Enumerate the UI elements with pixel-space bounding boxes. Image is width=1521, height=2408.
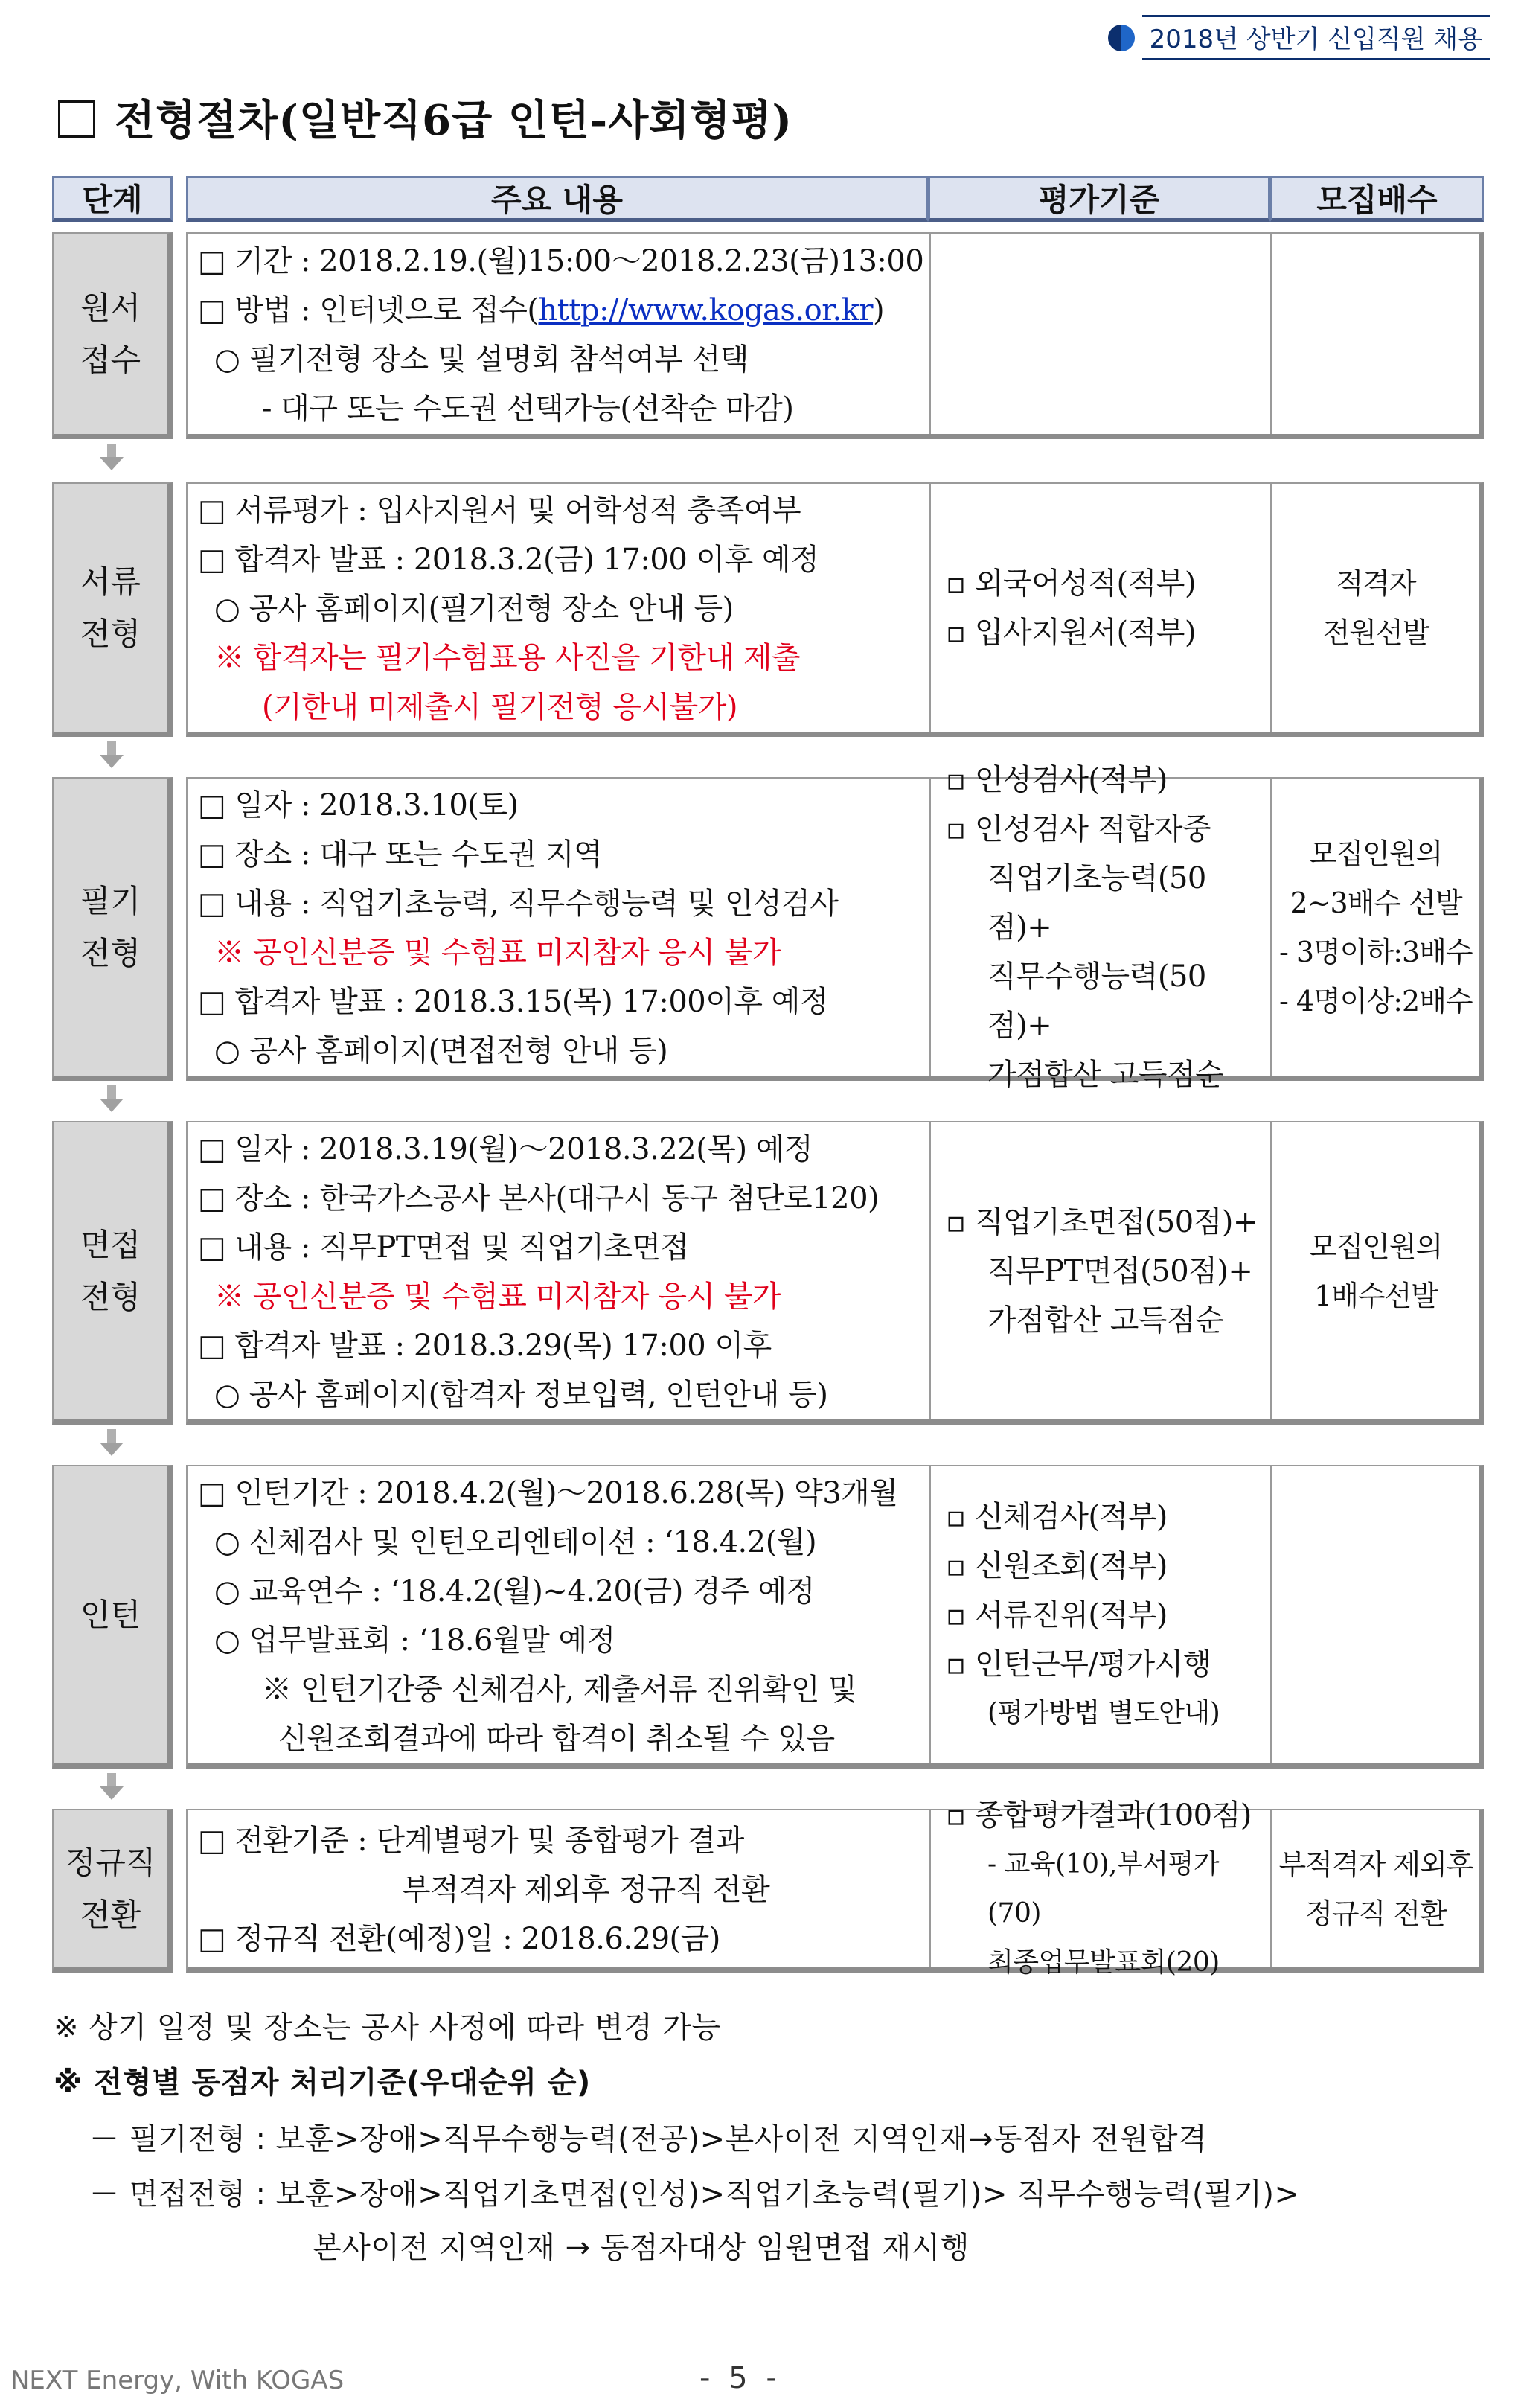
stage-label — [80, 556, 141, 660]
multiple-item: 정규직 전환 — [1305, 1897, 1447, 1930]
content-text: (기한내 미제출시 필기전형 응시불가) — [262, 689, 737, 724]
content-line — [198, 1469, 897, 1518]
criteria-item: 직무수행능력(50점)+ — [987, 959, 1206, 1043]
stage-label — [80, 1219, 141, 1323]
multiple-item: 전원선발 — [1322, 616, 1429, 649]
stage-cell — [52, 1809, 173, 1973]
table-row — [186, 762, 1484, 1092]
footer-slogan: NEXT Energy, With KOGAS — [10, 2366, 345, 2395]
header-badge-text: 2018년 상반기 신입직원 채용 — [1142, 15, 1490, 60]
criteria-item: ▫ 신체검사(적부) — [946, 1499, 1168, 1534]
stage-label-line: 전형 — [80, 934, 141, 971]
multiple-item: 적격자 — [1336, 566, 1416, 600]
content-text: □ 내용 : 직업기초능력, 직무수행능력 및 인성검사 — [198, 886, 839, 921]
multiple-list — [1272, 1122, 1480, 1419]
stage-label — [80, 282, 141, 386]
content-line — [262, 1665, 856, 1714]
criteria-item: ▫ 외국어성적(적부) — [946, 566, 1197, 601]
content-line — [214, 335, 749, 384]
content-line — [214, 1026, 667, 1076]
content-text: ○ 신체검사 및 인턴오리엔테이션 : ‘18.4.2(월) — [214, 1524, 817, 1559]
content-line — [198, 535, 819, 584]
content-text: □ 장소 : 한국가스공사 본사(대구시 동구 첨단로120) — [198, 1181, 880, 1216]
content-text: ※ 인턴기간중 신체검사, 제출서류 진위확인 및 — [262, 1672, 857, 1707]
content-text: □ 합격자 발표 : 2018.3.29(목) 17:00 이후 — [198, 1328, 772, 1363]
stage-label-line: 전환 — [80, 1896, 141, 1933]
multiple-item: 2~3배수 선발 — [1290, 886, 1462, 919]
criteria-list — [931, 484, 1270, 732]
stage-label-line: 인턴 — [80, 1596, 141, 1633]
content-text: □ 합격자 발표 : 2018.3.15(목) 17:00이후 예정 — [198, 984, 829, 1019]
multiple-cell — [1270, 484, 1480, 732]
content-text: □ 합격자 발표 : 2018.3.2(금) 17:00 이후 예정 — [198, 542, 819, 577]
content-line — [198, 237, 923, 286]
content-line — [214, 1518, 816, 1567]
criteria-list — [931, 1122, 1270, 1419]
criteria-list — [931, 1798, 1270, 1978]
content-line — [214, 928, 781, 977]
content-line — [198, 1321, 772, 1370]
criteria-cell — [929, 1122, 1270, 1419]
content-text: □ 장소 : 대구 또는 수도권 지역 — [198, 837, 603, 872]
criteria-item: 직업기초능력(50점)+ — [987, 860, 1206, 945]
stage-label-line: 전형 — [80, 1278, 141, 1315]
stage-label-line: 필기 — [80, 883, 141, 920]
table-row — [186, 482, 1484, 737]
page-number: - 5 - — [699, 2361, 781, 2395]
content-line — [198, 1125, 813, 1174]
stage-label-line: 접수 — [80, 341, 141, 378]
multiple-item: - 3명이하:3배수 — [1279, 935, 1473, 968]
content-text: ※ 공인신분증 및 수험표 미지참자 응시 불가 — [214, 1279, 781, 1314]
content-text: □ 일자 : 2018.3.19(월)～2018.3.22(목) 예정 — [198, 1131, 813, 1166]
stage-cell — [52, 482, 173, 737]
criteria-item: ▫ 직업기초면접(50점)+ — [946, 1204, 1258, 1239]
multiple-list — [1272, 779, 1480, 1076]
stage-label — [65, 1837, 156, 1941]
stage-label — [80, 875, 141, 979]
multiple-cell — [1270, 1466, 1480, 1763]
content-line — [198, 1174, 879, 1223]
stage-label-line: 면접 — [80, 1227, 141, 1264]
stage-label-line: 전형 — [80, 615, 141, 652]
criteria-item: ▫ 종합평가결과(100점) — [946, 1798, 1252, 1833]
content-text: □ 서류평가 : 입사지원서 및 어학성적 충족여부 — [198, 493, 801, 528]
table-row — [186, 1798, 1484, 1978]
content-line — [214, 633, 800, 683]
stage-cell — [52, 232, 173, 439]
content-text: ※ 공인신분증 및 수험표 미지참자 응시 불가 — [214, 935, 781, 970]
content-text: ○ 공사 홈페이지(면접전형 안내 등) — [214, 1033, 668, 1068]
logo-icon — [1108, 25, 1135, 51]
criteria-list — [931, 762, 1270, 1092]
content-cell — [188, 484, 929, 732]
square-bullet-icon — [58, 100, 95, 138]
content-text: ○ 공사 홈페이지(필기전형 장소 안내 등) — [214, 591, 734, 626]
criteria-cell — [929, 484, 1270, 732]
content-line — [198, 830, 602, 879]
content-line — [198, 781, 519, 830]
content-line — [198, 286, 884, 335]
content-line — [198, 1914, 720, 1964]
header-content: 주요 내용 — [186, 176, 928, 222]
down-arrow-icon — [97, 1772, 127, 1801]
content-text: 신원조회결과에 따라 합격이 취소될 수 있음 — [278, 1721, 835, 1756]
stage-cell — [52, 1121, 173, 1425]
content-text-after: ) — [873, 293, 885, 328]
criteria-item: ▫ 서류진위(적부) — [946, 1597, 1168, 1632]
header-multiple: 모집배수 — [1270, 176, 1484, 222]
section-title — [58, 88, 792, 147]
multiple-cell — [1270, 779, 1480, 1076]
website-link[interactable]: http://www.kogas.or.kr — [538, 293, 874, 328]
criteria-item: 가점합산 고득점순 — [987, 1057, 1224, 1092]
content-line — [198, 1223, 689, 1272]
content-line — [214, 1567, 815, 1616]
section-title-text: 전형절차(일반직6급 인턴-사회형평) — [115, 96, 793, 145]
content-text: 부적격자 제외후 정규직 전환 — [402, 1872, 770, 1907]
table-row — [186, 1465, 1484, 1769]
down-arrow-icon — [97, 1428, 127, 1457]
stage-label-line: 서류 — [80, 563, 141, 601]
note-line: ※ 전형별 동점자 처리기준(우대순위 순) — [54, 2066, 591, 2100]
criteria-cell — [929, 234, 1270, 434]
down-arrow-icon — [97, 740, 127, 770]
content-text: □ 내용 : 직무PT면접 및 직업기초면접 — [198, 1230, 689, 1265]
multiple-cell — [1270, 1122, 1480, 1419]
criteria-list — [931, 1466, 1270, 1763]
criteria-item: 최종업무발표회(20) — [987, 1946, 1220, 1978]
multiple-list — [1272, 484, 1480, 732]
content-line — [214, 1370, 827, 1419]
stage-label-line: 원서 — [80, 290, 141, 327]
multiple-item: 모집인원의 — [1309, 1230, 1443, 1263]
stage-label-line: 정규직 — [65, 1845, 156, 1882]
content-line — [214, 584, 734, 633]
criteria-item: ▫ 인턴근무/평가시행 — [946, 1647, 1211, 1682]
multiple-cell — [1270, 1810, 1480, 1967]
content-line — [278, 1714, 835, 1763]
down-arrow-icon — [97, 442, 127, 472]
criteria-item: ▫ 신원조회(적부) — [946, 1548, 1168, 1583]
content-text: □ 전환기준 : 단계별평가 및 종합평가 결과 — [198, 1823, 744, 1858]
multiple-item: 모집인원의 — [1309, 837, 1443, 870]
criteria-item: 직무PT면접(50점)+ — [987, 1253, 1253, 1288]
content-line — [262, 384, 794, 433]
table-row — [186, 232, 1484, 439]
content-cell — [188, 1122, 929, 1419]
criteria-item: 가점합산 고득점순 — [987, 1303, 1224, 1338]
note-line: － 필기전형 : 보훈>장애>직무수행능력(전공)>본사이전 지역인재→동점자 전원합격 — [89, 2122, 1208, 2156]
multiple-item: 부적격자 제외후 — [1278, 1847, 1473, 1881]
content-line — [198, 977, 828, 1026]
content-line — [262, 683, 737, 732]
content-text: □ 방법 : 인터넷으로 접수( — [198, 293, 539, 328]
content-text: ○ 필기전형 장소 및 설명회 참석여부 선택 — [214, 342, 749, 377]
note-line: ※ 상기 일정 및 장소는 공사 사정에 따라 변경 가능 — [54, 2011, 721, 2045]
stage-cell — [52, 777, 173, 1081]
content-line — [214, 1272, 781, 1321]
content-text: □ 기간 : 2018.2.19.(월)15:00～2018.2.23(금)13:00 — [198, 243, 924, 278]
criteria-item: ▫ 인성검사 적합자중 — [946, 811, 1211, 846]
criteria-item: (평가방법 별도안내) — [987, 1697, 1220, 1728]
content-text: □ 인턴기간 : 2018.4.2(월)～2018.6.28(목) 약3개월 — [198, 1475, 898, 1510]
note-line: － 면접전형 : 보훈>장애>직업기초면접(인성)>직업기초능력(필기)> 직무수행능력(필기)> — [89, 2177, 1300, 2211]
criteria-cell — [929, 1798, 1270, 1978]
content-line — [198, 879, 838, 928]
multiple-list — [1272, 1810, 1480, 1967]
content-text: ○ 공사 홈페이지(합격자 정보입력, 인턴안내 등) — [214, 1377, 828, 1412]
content-text: ○ 교육연수 : ‘18.4.2(월)~4.20(금) 경주 예정 — [214, 1574, 815, 1609]
content-text: □ 일자 : 2018.3.10(토) — [198, 788, 519, 823]
multiple-item: - 4명이상:2배수 — [1279, 984, 1473, 1018]
content-text: □ 정규직 전환(예정)일 : 2018.6.29(금) — [198, 1921, 720, 1956]
content-cell — [188, 1466, 929, 1763]
multiple-item: 1배수선발 — [1313, 1279, 1438, 1312]
content-line — [214, 1616, 615, 1665]
criteria-item: ▫ 인성검사(적부) — [946, 762, 1168, 797]
header-criteria: 평가기준 — [928, 176, 1270, 222]
stage-cell — [52, 1465, 173, 1769]
criteria-item: ▫ 입사지원서(적부) — [946, 615, 1197, 650]
content-cell — [188, 779, 929, 1076]
multiple-cell — [1270, 234, 1480, 434]
stage-label — [80, 1589, 141, 1641]
content-text: ○ 업무발표회 : ‘18.6월말 예정 — [214, 1623, 615, 1658]
header-badge — [1108, 15, 1490, 60]
criteria-item: - 교육(10),부서평가(70) — [987, 1848, 1220, 1929]
down-arrow-icon — [97, 1084, 127, 1114]
content-line — [198, 1816, 744, 1865]
content-text: - 대구 또는 수도권 선택가능(선착순 마감) — [262, 391, 794, 426]
content-line — [402, 1865, 769, 1914]
criteria-cell — [929, 1466, 1270, 1763]
table-row — [186, 1121, 1484, 1425]
note-line: 본사이전 지역인재 → 동점자대상 임원면접 재시행 — [313, 2231, 970, 2265]
criteria-cell — [929, 762, 1270, 1092]
content-line — [198, 486, 801, 535]
content-cell — [188, 1810, 929, 1967]
content-text: ※ 합격자는 필기수험표용 사진을 기한내 제출 — [214, 640, 801, 675]
content-cell — [188, 234, 929, 434]
header-stage: 단계 — [52, 176, 173, 222]
